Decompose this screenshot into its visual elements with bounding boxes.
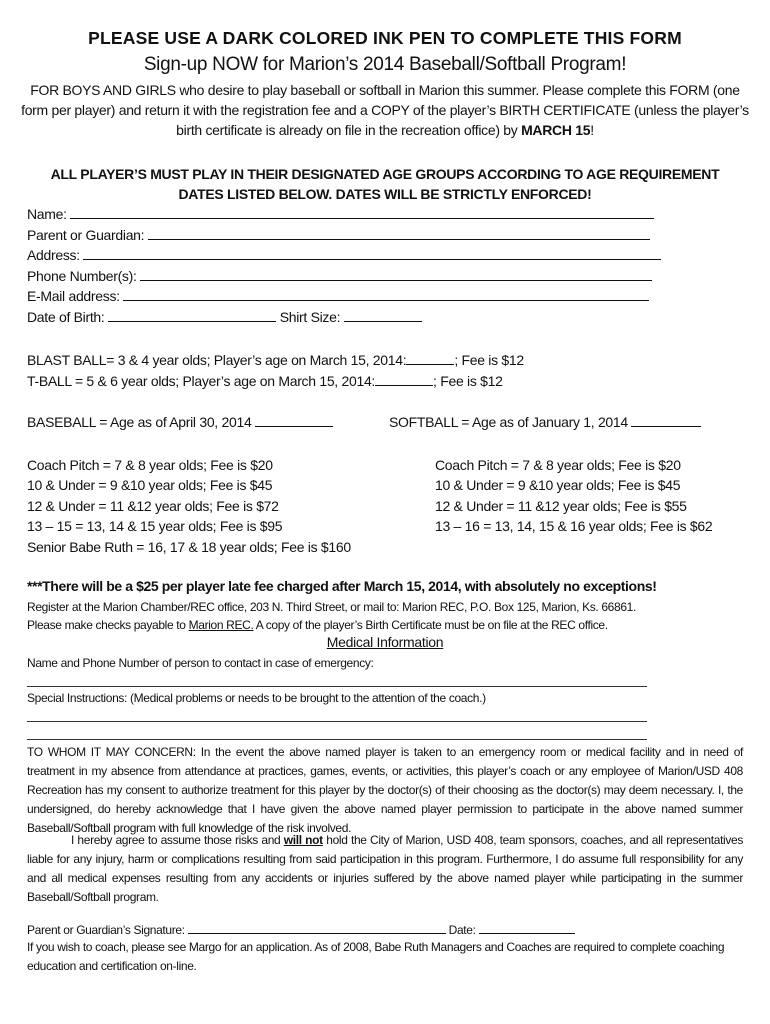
- baseball-division: Senior Babe Ruth = 16, 17 & 18 year olds; Fee is $160: [27, 538, 351, 555]
- register-info: Register at the Marion Chamber/REC office, 203 N. Third Street, or mail to: Marion REC, P.O. Box 125, Marion, Ks. 66861.: [27, 600, 636, 614]
- coach-note: If you wish to coach, please see Margo for an application. As of 2008, Babe Ruth Managers and Coaches are required to complete coaching education and certification on-line.: [27, 940, 725, 973]
- softball-division: Coach Pitch = 7 & 8 year olds; Fee is $20: [435, 457, 681, 473]
- address-field[interactable]: [83, 245, 661, 260]
- date-field[interactable]: [479, 921, 575, 934]
- special-instructions-label: Special Instructions: (Medical problems or needs to be brought to the attention of the coach.): [27, 691, 486, 705]
- email-row: [27, 286, 687, 307]
- checks-text-2: A copy of the player’s Birth Certificate must be on file at the REC office.: [253, 618, 608, 632]
- warning-line-2: DATES LISTED BELOW. DATES WILL BE STRICTLY ENFORCED!: [178, 186, 592, 202]
- special-instructions-field-2[interactable]: [27, 739, 647, 740]
- emergency-contact-field[interactable]: [27, 686, 647, 687]
- checks-text: Please make checks payable to: [27, 618, 189, 632]
- softball-heading: SOFTBALL = Age as of January 1, 2014: [389, 414, 628, 430]
- blast-ball-text: BLAST BALL= 3 & 4 year olds; Player’s age on March 15, 2014:: [27, 352, 407, 368]
- dob-field[interactable]: [108, 307, 276, 322]
- late-fee-notice: ***There will be a $25 per player late fee charged after March 15, 2014, with absolutely no exceptions!: [27, 578, 657, 594]
- baseball-heading-line: [27, 412, 333, 430]
- baseball-division: 12 & Under = 11 &12 year olds; Fee is $72: [27, 497, 279, 514]
- consent-text-2: hold the City of Marion, USD 408, team sponsors, coaches, and all representatives liable for any injury, harm or complications resulting from said participation in this program. Furthermore, I do assume full responsibility for any and all medical expenses resulting from any accidents or injuries suffered by the above named player while participating in the summer Baseball/Softball program.: [27, 833, 743, 904]
- dob-row: [27, 307, 687, 328]
- signature-line: [27, 921, 575, 937]
- consent-paragraph-1: TO WHOM IT MAY CONCERN: In the event the above named player is taken to an emergency room or medical facility and in need of treatment in my absence from attendance at practices, games, events, or activities, this player’s coach or any employee of Marion/USD 408 Recreation has my consent to authorize treatment for this player by the doctor(s) of their choosing as the doctor(s) may deem necessary. I, the undersigned, do hereby acknowledge that I have given the above named player permission to participate in the above named summer Baseball/Softball program with full knowledge of the risk involved.: [27, 745, 743, 835]
- phone-label: Phone Number(s):: [27, 267, 137, 284]
- signature-field[interactable]: [188, 921, 446, 934]
- warning-line-1: ALL PLAYER’S MUST PLAY IN THEIR DESIGNATED AGE GROUPS ACCORDING TO AGE REQUIREMENT: [50, 166, 720, 182]
- baseball-division: 13 – 15 = 13, 14 & 15 year olds; Fee is $95: [27, 518, 283, 535]
- t-ball-text: T-BALL = 5 & 6 year olds; Player’s age on March 15, 2014:: [27, 373, 376, 389]
- baseball-heading: BASEBALL = Age as of April 30, 2014: [27, 414, 252, 430]
- t-ball-line: [27, 371, 503, 389]
- age-group-warning: [20, 164, 750, 204]
- softball-divisions: [435, 455, 712, 537]
- phone-field[interactable]: [140, 266, 652, 281]
- softball-division: 10 & Under = 9 &10 year olds; Fee is $45: [435, 477, 681, 494]
- emergency-contact-label: Name and Phone Number of person to contact in case of emergency:: [27, 656, 374, 670]
- consent-paragraph-2: [27, 831, 743, 907]
- baseball-division: 10 & Under = 9 &10 year olds; Fee is $45: [27, 477, 273, 494]
- name-label: Name:: [27, 206, 67, 222]
- intro-paragraph: [20, 80, 750, 140]
- t-ball-age-field[interactable]: [375, 371, 433, 386]
- consent-text: I hereby agree to assume those risks and: [71, 833, 284, 847]
- medical-heading: Medical Information: [326, 634, 444, 650]
- dob-label: Date of Birth:: [27, 308, 105, 325]
- blast-ball-line: [27, 350, 524, 368]
- baseball-age-field[interactable]: [255, 412, 333, 427]
- t-ball-fee: ; Fee is $12: [433, 373, 503, 389]
- intro-text: FOR BOYS AND GIRLS who desire to play baseball or softball in Marion this summer. Please complete this FORM (one form per player) and return it with the registration fee and a COPY of the player’s BIRTH CERTIFICATE (unless the player’s birth certificate is already on file in the recreation office) by: [21, 82, 749, 138]
- guardian-row: [27, 225, 687, 246]
- softball-division: 13 – 16 = 13, 14, 15 & 16 year olds; Fee is $62: [435, 518, 713, 535]
- form-title: PLEASE USE A DARK COLORED INK PEN TO COMPLETE THIS FORM: [88, 28, 682, 48]
- shirt-field[interactable]: [344, 307, 422, 322]
- form-subtitle: Sign-up NOW for Marion’s 2014 Baseball/Softball Program!: [143, 54, 627, 75]
- email-field[interactable]: [123, 286, 649, 301]
- will-not-text: will not: [283, 833, 323, 847]
- blast-ball-age-field[interactable]: [406, 350, 454, 365]
- phone-row: [27, 266, 687, 287]
- softball-division: 12 & Under = 11 &12 year olds; Fee is $55: [435, 497, 687, 514]
- baseball-division: Coach Pitch = 7 & 8 year olds; Fee is $20: [27, 457, 273, 473]
- guardian-field[interactable]: [148, 225, 650, 240]
- intro-end: !: [590, 122, 594, 138]
- player-info-fields: [27, 204, 687, 327]
- deadline-text: MARCH 15: [521, 122, 591, 138]
- guardian-label: Parent or Guardian:: [27, 226, 145, 243]
- payee-name: Marion REC.: [188, 618, 254, 632]
- name-row: [27, 204, 687, 225]
- checks-info: [27, 618, 608, 632]
- signature-label: Parent or Guardian’s Signature:: [27, 923, 185, 937]
- softball-age-field[interactable]: [631, 412, 701, 427]
- email-label: E-Mail address:: [27, 288, 120, 304]
- baseball-divisions: [27, 455, 351, 557]
- softball-heading-line: [389, 412, 701, 430]
- address-label: Address:: [27, 247, 80, 263]
- shirt-label: Shirt Size:: [279, 308, 341, 325]
- address-row: [27, 245, 687, 266]
- blast-ball-fee: ; Fee is $12: [454, 352, 524, 368]
- name-field[interactable]: [70, 204, 654, 219]
- special-instructions-field-1[interactable]: [27, 721, 647, 722]
- date-label: Date:: [448, 923, 476, 937]
